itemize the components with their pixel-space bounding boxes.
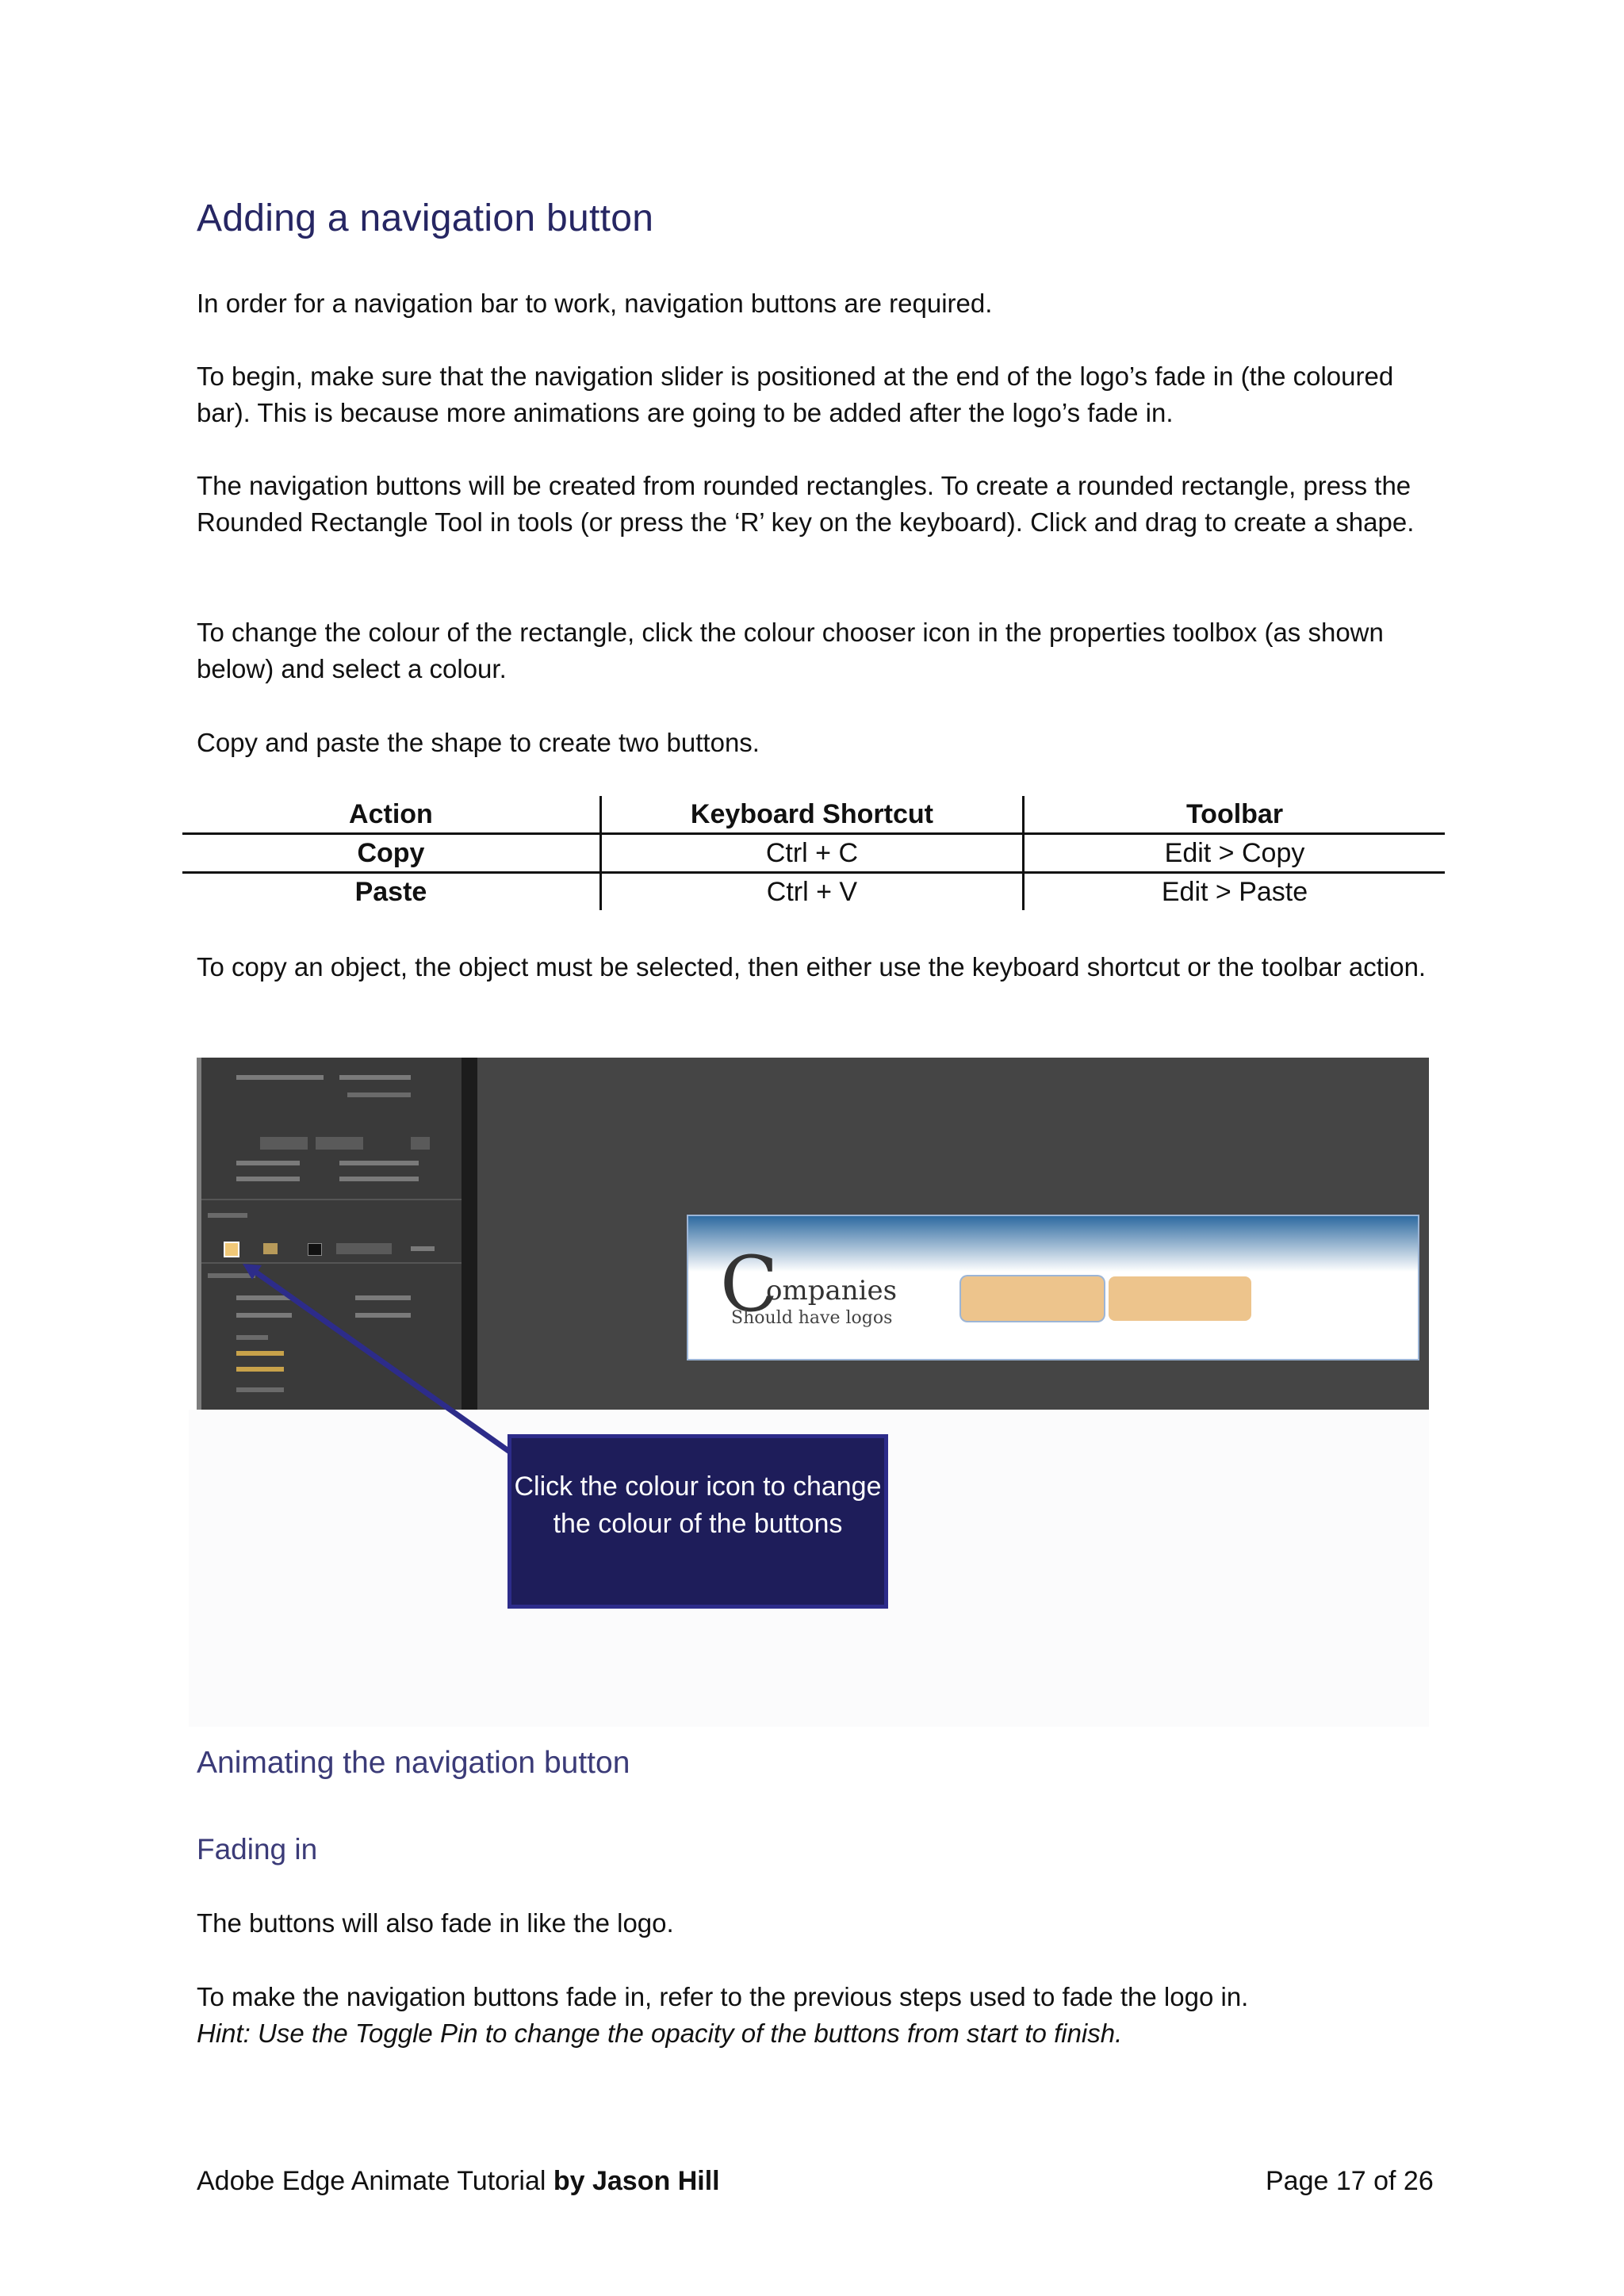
table-cell: Paste (182, 873, 600, 911)
logo-word: ompanies (766, 1275, 898, 1307)
paragraph-hint: Hint: Use the Toggle Pin to change the opacity of the buttons from start to finish. (197, 2019, 1123, 2048)
paragraph-fade-refer: To make the navigation buttons fade in, refer to the previous steps used to fade the logo in. (197, 1982, 1249, 2011)
table-header: Toolbar (1024, 796, 1445, 834)
footer-author: by Jason Hill (553, 2166, 720, 2196)
paragraph-begin: To begin, make sure that the navigation slider is positioned at the end of the logo’s fade in (the coloured bar). This is because more animations are going to be added after the logo’s fade in. (197, 362, 1394, 427)
table-header: Action (182, 796, 600, 834)
table-cell: Ctrl + V (600, 873, 1023, 911)
page-heading: Adding a navigation button (197, 197, 654, 239)
section-heading: Animating the navigation button (197, 1746, 630, 1780)
table-header: Keyboard Shortcut (600, 796, 1023, 834)
paragraph-copy-object: To copy an object, the object must be selected, then either use the keyboard shortcut or the toolbar action. (197, 952, 1427, 982)
footer-page-number: Page 17 of 26 (1266, 2166, 1434, 2196)
paragraph-colour: To change the colour of the rectangle, click the colour chooser icon in the properties toolbox (as shown below) and select a colour. (197, 618, 1384, 683)
subsection-heading: Fading in (197, 1833, 318, 1866)
table-cell: Ctrl + C (600, 834, 1023, 873)
footer-doc-title: Adobe Edge Animate Tutorial (197, 2166, 553, 2196)
paragraph-rounded-rect: The navigation buttons will be created from rounded rectangles. To create a rounded rectangle, press the Rounded Rectangle Tool in tools (or press the ‘R’ key on the keyboard). Click and drag to create a shape. (197, 471, 1415, 537)
logo-letter: C (720, 1240, 779, 1329)
paragraph-copy-paste: Copy and paste the shape to create two buttons. (197, 728, 760, 757)
footer-title (197, 2166, 720, 2197)
callout-box: Click the colour icon to change the colour of the buttons (508, 1434, 888, 1609)
table-cell: Edit > Paste (1161, 877, 1308, 907)
table-cell: Copy (182, 834, 600, 873)
logo-tagline: Should have logos (731, 1308, 893, 1328)
table-cell: Edit > Copy (1024, 834, 1445, 873)
callout-arrow-line (251, 1269, 511, 1452)
paragraph-intro: In order for a navigation bar to work, navigation buttons are required. (197, 289, 993, 318)
paragraph-fade-like-logo: The buttons will also fade in like the logo. (197, 1908, 674, 1938)
